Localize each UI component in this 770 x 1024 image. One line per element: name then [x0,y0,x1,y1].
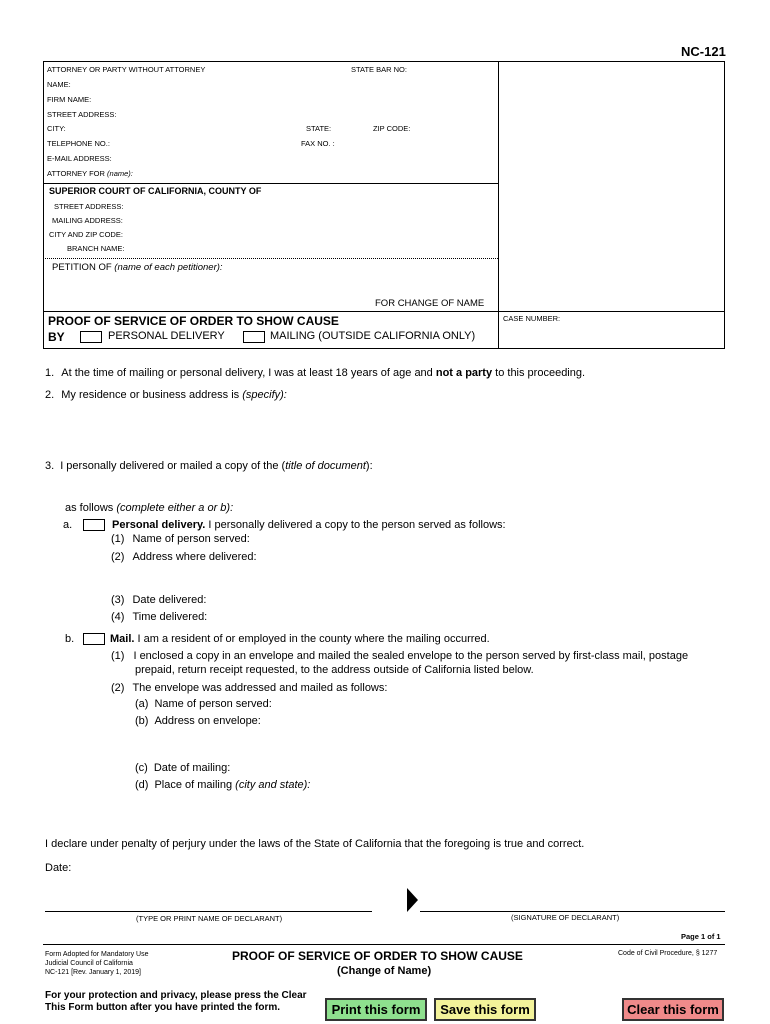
title-divider [43,311,725,312]
item-2-text: My residence or business address is [61,389,240,401]
item-bb-number: (b) [135,715,149,727]
item-3-hint: title of document [285,460,366,472]
item-a-letter: a. [63,519,73,531]
footer-title: PROOF OF SERVICE OF ORDER TO SHOW CAUSE [232,949,523,963]
item-b-letter: b. [65,633,75,645]
item-bb [135,715,261,727]
item-b2-text: The envelope was addressed and mailed as follows: [132,682,388,694]
item-ba-number: (a) [135,698,149,710]
state-bar-label: STATE BAR NO: [351,65,407,74]
item-b1-line1: I enclosed a copy in an envelope and mailed the sealed envelope to the person served by first-class mail, postage [133,650,689,662]
item-3-number: 3. [45,460,55,472]
item-1-bold: not a party [435,367,493,379]
clear-button[interactable]: Clear this form [622,998,724,1021]
item-2-hint: (specify): [242,389,287,401]
signature-arrow-icon [407,888,419,912]
item-3-end: ): [365,460,373,472]
for-change-label: FOR CHANGE OF NAME [375,298,485,309]
attorney-label: ATTORNEY OR PARTY WITHOUT ATTORNEY [47,65,206,74]
court-city-label: CITY AND ZIP CODE: [49,230,123,239]
court-branch-label: BRANCH NAME: [67,244,125,253]
signature-line[interactable] [420,911,725,912]
as-follows [65,502,233,514]
item-a2 [111,551,257,563]
as-follows-label: as follows [65,502,114,514]
item-bd-hint: (city and state): [235,779,311,791]
item-3-text: I personally delivered or mailed a copy of the ( [60,460,286,472]
item-bd-text: Place of mailing [154,779,233,791]
mailing-label: MAILING (OUTSIDE CALIFORNIA ONLY) [270,330,476,342]
name-label: NAME: [47,80,71,89]
item-b-bold: Mail. [110,633,135,645]
personal-delivery-label: PERSONAL DELIVERY [108,330,225,342]
item-a-text: I personally delivered a copy to the person served as follows: [208,519,506,531]
petition-divider [43,258,498,259]
item-bc-number: (c) [135,762,148,774]
personal-delivery-checkbox[interactable] [80,331,102,343]
form-number: NC-121 [681,44,726,59]
fax-label: FAX NO. : [301,139,335,148]
petition-label: PETITION OF [52,262,112,273]
item-b1-line2: prepaid, return receipt requested, to the address outside of California listed below. [135,664,534,676]
type-name-label: (TYPE OR PRINT NAME OF DECLARANT) [136,914,283,923]
personal-delivery-item-checkbox[interactable] [83,519,105,531]
item-1-end: to this proceeding. [495,367,586,379]
item-a3-number: (3) [111,594,125,606]
signature-label: (SIGNATURE OF DECLARANT) [511,913,620,922]
court-street-label: STREET ADDRESS: [54,202,124,211]
item-a4-text: Time delivered: [132,611,208,623]
as-follows-hint: (complete either a or b): [116,502,234,514]
item-a3 [111,594,206,606]
email-label: E-MAIL ADDRESS: [47,154,112,163]
item-a4-number: (4) [111,611,125,623]
item-1-text: At the time of mailing or personal delivery, I was at least 18 years of age and [61,367,433,379]
adopted-block [45,950,149,977]
item-1-number: 1. [45,367,55,379]
attorney-for-line [47,169,133,178]
mail-item-checkbox[interactable] [83,633,105,645]
case-number-label: CASE NUMBER: [503,314,561,323]
item-a1 [111,533,250,545]
caption-divider [498,61,499,311]
footer-subtitle: (Change of Name) [337,965,432,977]
item-bb-text: Address on envelope: [154,715,261,727]
item-a3-text: Date delivered: [132,594,207,606]
name-line[interactable] [45,911,372,912]
item-b-text: I am a resident of or employed in the county where the mailing occurred. [137,633,490,645]
item-a [112,519,506,531]
item-bd-number: (d) [135,779,149,791]
item-bc [135,762,230,774]
court-mailing-label: MAILING ADDRESS: [52,216,123,225]
adopted-line-1: Form Adopted for Mandatory Use [45,951,149,958]
attorney-for-label: ATTORNEY FOR [47,169,105,178]
page-number: Page 1 of 1 [681,932,721,941]
court-title: SUPERIOR COURT OF CALIFORNIA, COUNTY OF [49,186,262,196]
declaration: I declare under penalty of perjury under the laws of the State of California that the foregoing is true and correct. [45,838,585,850]
privacy-note [45,990,307,1014]
item-2 [45,389,287,401]
privacy-line-1: For your protection and privacy, please press the Clear [45,990,307,1001]
item-a1-number: (1) [111,533,125,545]
item-b1-number: (1) [111,650,125,662]
item-2-number: 2. [45,389,55,401]
date-label: Date: [45,862,72,874]
attorney-for-hint: (name): [107,169,133,178]
item-1 [45,367,585,379]
privacy-line-2: This Form button after you have printed the form. [45,1002,281,1013]
mailing-checkbox[interactable] [243,331,265,343]
item-a2-text: Address where delivered: [132,551,257,563]
state-label: STATE: [306,124,332,133]
code-reference: Code of Civil Procedure, § 1277 [618,950,718,957]
item-ba [135,698,272,710]
item-b1 [111,650,688,662]
item-ba-text: Name of person served: [154,698,272,710]
phone-label: TELEPHONE NO.: [47,139,110,148]
item-b2-number: (2) [111,682,125,694]
item-a-bold: Personal delivery. [112,519,206,531]
petition-line [52,262,223,273]
footer-rule [43,944,725,945]
print-button[interactable]: Print this form [325,998,427,1021]
adopted-line-2: Judicial Council of California [45,960,133,967]
street-label: STREET ADDRESS: [47,110,117,119]
city-label: CITY: [47,124,66,133]
item-a4 [111,611,207,623]
item-a2-number: (2) [111,551,125,563]
adopted-line-3: NC-121 [Rev. January 1, 2019] [45,969,141,976]
court-divider [43,183,498,184]
item-a1-text: Name of person served: [132,533,250,545]
zip-label: ZIP CODE: [373,124,411,133]
case-divider [498,311,499,349]
item-bc-text: Date of mailing: [153,762,231,774]
by-label: BY [48,330,65,344]
item-3 [45,460,373,472]
proof-title: PROOF OF SERVICE OF ORDER TO SHOW CAUSE [48,314,339,328]
item-b2 [111,682,387,694]
save-button[interactable]: Save this form [434,998,536,1021]
petition-hint: (name of each petitioner): [114,262,223,273]
item-b [110,633,490,645]
item-bd [135,779,310,791]
firm-label: FIRM NAME: [47,95,92,104]
